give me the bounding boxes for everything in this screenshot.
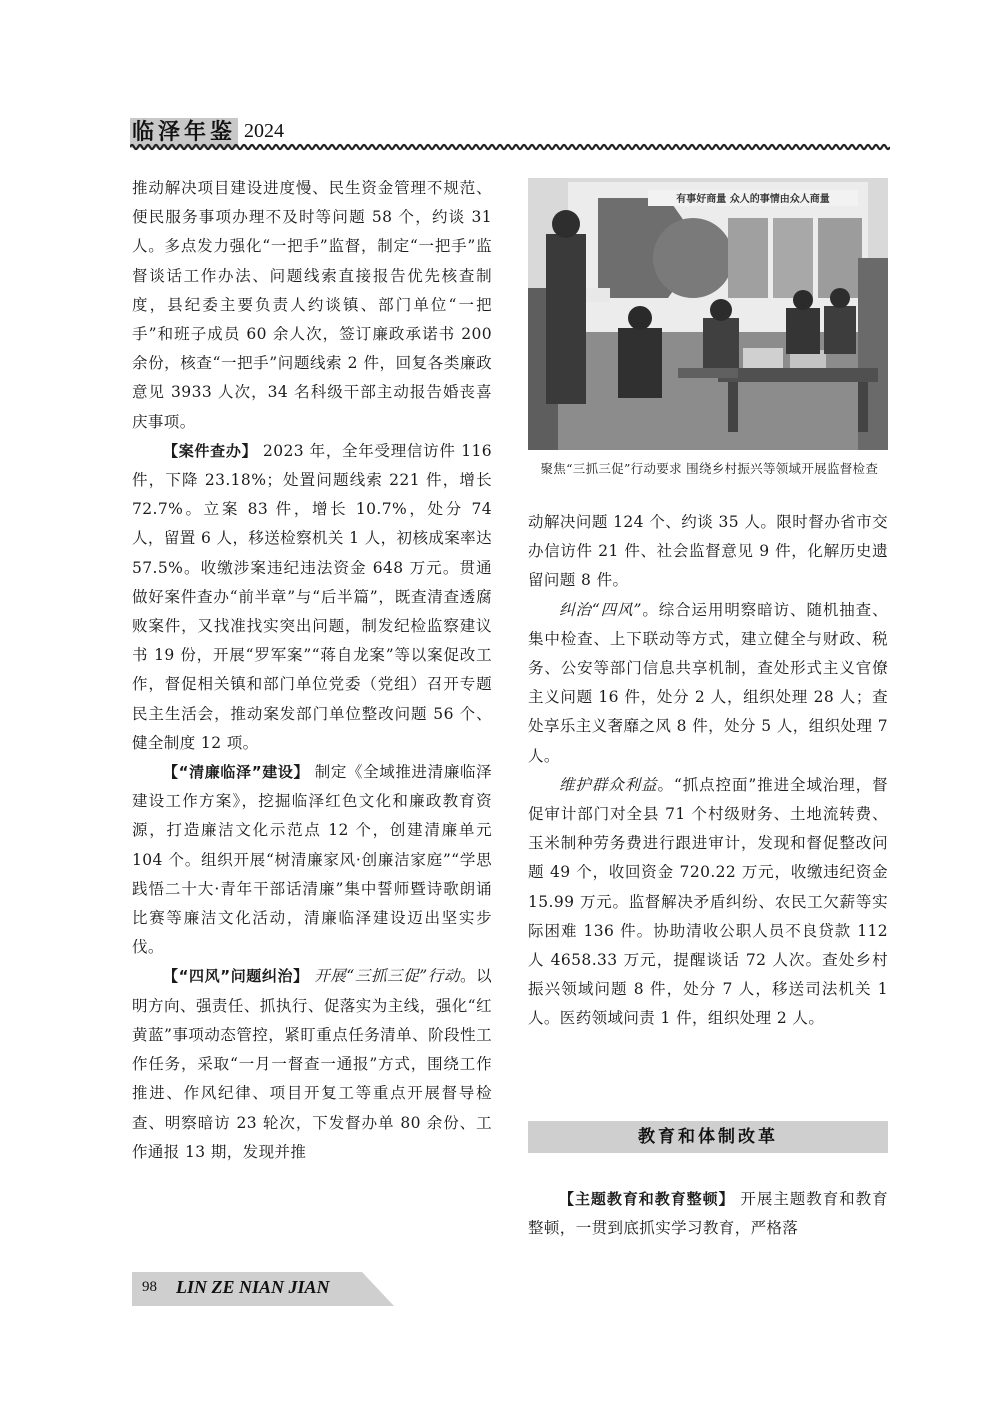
heading-clean-linze: 【“清廉临泽”建设】	[163, 763, 310, 782]
clean-linze-body: 制定《全域推进清廉临泽建设工作方案》，挖掘临泽红色文化和廉政教育资源，打造廉洁文化示范点 12 个，创建清廉单元 104 个。组织开展“树清廉家风·创廉洁家庭”“学思践悟二十大·青年干部话清廉”集中誓师暨诗歌朗诵比赛等廉洁文化活动，清廉临泽建设迈出坚实步伐。	[132, 763, 492, 957]
right-column-bottom	[528, 1185, 888, 1243]
heading-case-handling: 【案件查办】	[163, 441, 258, 460]
supervision-photo	[528, 178, 888, 450]
public-interest-body: 。“抓点控面”推进全域治理，督促审计部门对全县 71 个村级财务、土地流转费、玉米制种劳务费进行跟进审计，发现和督促整改问题 49 个，收回资金 720.22 万元，收缴违纪资金 15.99 万元。监督解决矛盾纠纷、农民工欠薪等实际困难 136 件。协助清收公职人员不良贷款 112 人 4658.33 万元，提醒谈话 72 人次。查处乡村振兴领域问题 8 件，处分 7 人，移送司法机关 1 人。医药领域问责 1 件，组织处理 2 人。	[528, 775, 888, 1028]
four-styles-lead: 开展“三抓三促”行动	[308, 967, 460, 986]
page-footer	[132, 1272, 402, 1306]
paragraph-theme-education	[528, 1185, 888, 1243]
header-wave-rule	[130, 142, 890, 152]
four-styles-body: 。以明方向、强责任、抓执行、促落实为主线，强化“红黄蓝”事项动态管控，紧盯重点任务清单、阶段性工作任务，采取“一月一督查一通报”方式，围绕工作推进、作风纪律、项目开复工等重点开展督导检查、明察暗访 23 轮次，下发督办单 80 余份、工作通报 13 期，发现并推	[132, 967, 492, 1161]
paragraph-four-styles	[132, 962, 492, 1166]
paragraph-public-interest	[528, 771, 888, 1034]
paragraph-accountability: 推动解决项目建设进度慢、民生资金管理不规范、便民服务事项办理不及时等问题 58 个，约谈 31 人。多点发力强化“一把手”监督，制定“一把手”监督谈话工作办法、问题线索直接报告优先核查制度，县纪委主要负责人约谈镇、部门单位“一把手”和班子成员 60 余人次，签订廉政承诺书 200 余份，核查“一把手”问题线索 2 件，回复各类廉政意见 3933 人次，34 名科级干部主动报告婚丧喜庆事项。	[132, 179, 492, 431]
page-number: 98	[142, 1279, 157, 1295]
page-header	[130, 112, 890, 148]
photo-banner-text: 有事好商量 众人的事情由众人商量	[676, 194, 830, 205]
footer-running-title: LIN ZE NIAN JIAN	[176, 1277, 330, 1297]
paragraph-case-handling	[132, 437, 492, 758]
right-column	[528, 508, 888, 1034]
theme-education-body: 开展主题教育和教育整顿，一贯到底抓实学习教育，严格落	[528, 1190, 888, 1238]
paragraph-resolved-issues: 动解决问题 124 个、约谈 35 人。限时督办省市交办信访件 21 件、社会监督意见 9 件，化解历史遗留问题 8 件。	[528, 513, 888, 590]
yearbook-title: 临泽年鉴	[130, 118, 238, 148]
correct-four-styles-body: 。综合运用明察暗访、随机抽查、集中检查、上下联动等方式，建立健全与财政、税务、公安等部门信息共享机制，查处形式主义官僚主义问题 16 件，处分 2 人，组织处理 28 人；查处享乐主义奢靡之风 8 件，处分 5 人，组织处理 7 人。	[528, 600, 888, 765]
heading-four-styles: 【“四风”问题纠治】	[163, 967, 309, 986]
photo-caption: 聚焦“三抓三促”行动要求 围绕乡村振兴等领域开展监督检查	[540, 461, 879, 476]
left-column	[132, 174, 492, 1167]
section-title-banner: 教育和体制改革	[528, 1121, 888, 1153]
public-interest-lead: 维护群众利益	[559, 775, 658, 794]
paragraph-clean-linze	[132, 758, 492, 962]
correct-four-styles-lead: 纠治“四风”	[559, 600, 642, 619]
case-handling-body: 2023 年，全年受理信访件 116 件，下降 23.18%；处置问题线索 221 件，增长 72.7%。立案 83 件，增长 10.7%，处分 74 人，留置 6 人，移送检察机关 1 人，初核成案率达 57.5%。收缴涉案违纪违法资金 648 万元。贯通做好案件查办“前半章”与“后半篇”，既查清查透腐败案件，又找准找实突出问题，制发纪检监察建议书 19 份，开展“罗军案”“蒋自龙案”等以案促改工作，督促相关镇和部门单位党委（党组）召开专题民主生活会，推动案发部门单位整改问题 56 个、健全制度 12 项。	[132, 441, 492, 752]
yearbook-year: 2024	[244, 120, 284, 142]
heading-theme-education: 【主题教育和教育整顿】	[559, 1190, 735, 1208]
photo-illustration	[528, 178, 888, 450]
paragraph-correct-four-styles	[528, 596, 888, 771]
